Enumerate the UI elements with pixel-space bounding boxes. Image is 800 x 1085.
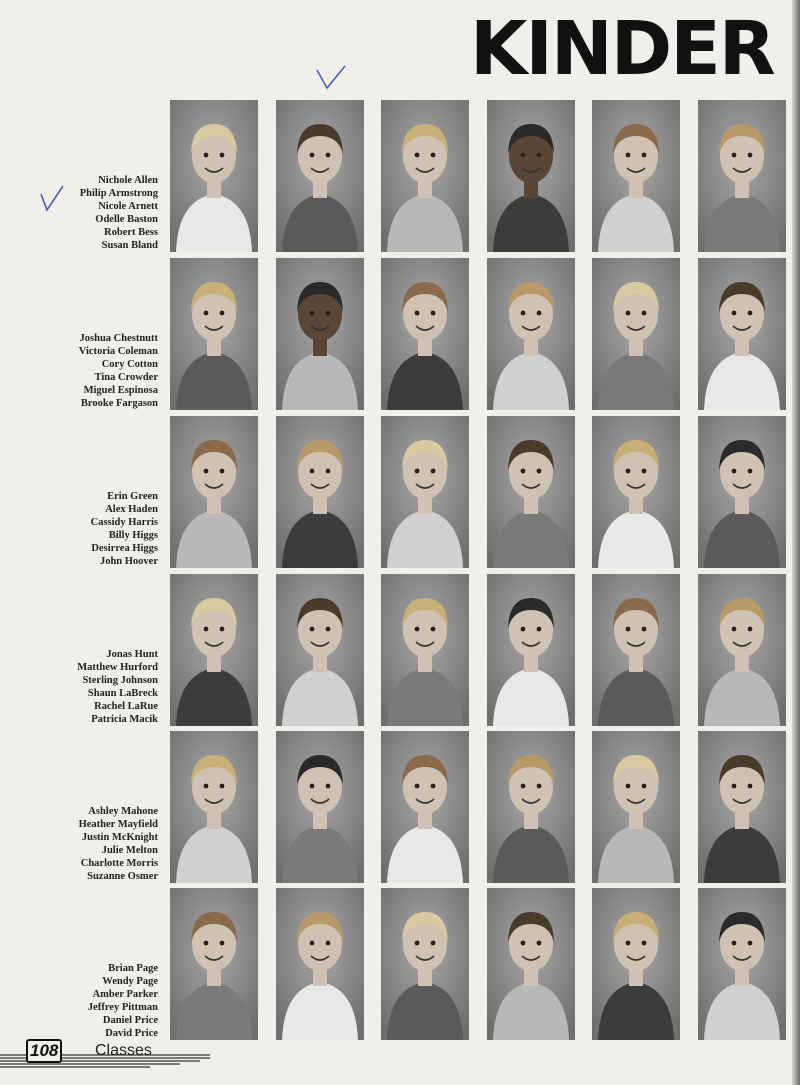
student-portrait [487, 731, 575, 883]
student-portrait [170, 888, 258, 1040]
name-list [20, 648, 158, 726]
student-name: Joshua Chestnutt [79, 333, 158, 344]
student-name: Tina Crowder [94, 372, 158, 383]
student-portrait [487, 100, 575, 252]
student-name: Philip Armstrong [79, 188, 158, 199]
student-portrait [487, 258, 575, 410]
student-portrait [698, 100, 786, 252]
student-name: Victoria Coleman [78, 346, 158, 357]
student-portrait [276, 888, 364, 1040]
name-list [20, 332, 158, 410]
student-portrait [592, 574, 680, 726]
student-name: Suzanne Osmer [87, 871, 158, 882]
student-name: John Hoover [99, 556, 158, 567]
student-name: Jeffrey Pittman [87, 1002, 158, 1013]
student-name: Alex Haden [105, 504, 158, 515]
name-list [20, 962, 158, 1040]
student-portrait [592, 416, 680, 568]
pen-checkmark-icon [313, 64, 349, 96]
student-name: Desirrea Higgs [91, 543, 158, 554]
student-portrait [698, 574, 786, 726]
student-portrait [381, 416, 469, 568]
student-portrait [592, 258, 680, 410]
student-name: Daniel Price [102, 1015, 158, 1026]
student-portrait [381, 574, 469, 726]
student-portrait [276, 574, 364, 726]
student-portrait [698, 731, 786, 883]
student-portrait [170, 258, 258, 410]
student-name: Brooke Fargason [80, 398, 158, 409]
student-name: Matthew Hurford [77, 662, 158, 673]
name-list [20, 174, 158, 252]
student-name: Erin Green [107, 491, 158, 502]
section-label: Classes [95, 1042, 152, 1059]
student-portrait [487, 574, 575, 726]
student-name: David Price [105, 1028, 158, 1039]
student-name: Charlotte Morris [80, 858, 158, 869]
roster-row [0, 574, 800, 726]
student-portrait [170, 731, 258, 883]
name-list [20, 805, 158, 883]
student-name: Nicole Arnett [98, 201, 158, 212]
student-portrait [381, 100, 469, 252]
student-name: Shaun LaBreck [87, 688, 158, 699]
student-portrait [592, 731, 680, 883]
student-portrait [276, 258, 364, 410]
student-portrait [170, 416, 258, 568]
student-name: Brian Page [108, 963, 158, 974]
student-portrait [381, 731, 469, 883]
student-portrait [698, 258, 786, 410]
student-name: Rachel LaRue [94, 701, 158, 712]
roster-row [0, 258, 800, 410]
student-portrait [592, 100, 680, 252]
student-name: Ashley Mahone [88, 806, 158, 817]
student-portrait [592, 888, 680, 1040]
student-name: Patricia Macik [91, 714, 158, 725]
student-name: Jonas Hunt [106, 649, 158, 660]
student-portrait [381, 258, 469, 410]
student-portrait [170, 574, 258, 726]
student-name: Wendy Page [102, 976, 158, 987]
student-name: Miguel Espinosa [83, 385, 158, 396]
page-number: 108 [26, 1039, 62, 1063]
section-banner: KINDER [470, 10, 774, 88]
student-name: Justin McKnight [81, 832, 158, 843]
student-portrait [381, 888, 469, 1040]
student-name: Billy Higgs [108, 530, 158, 541]
roster-row [0, 888, 800, 1040]
student-name: Susan Bland [101, 240, 158, 251]
roster-row [0, 416, 800, 568]
student-portrait [170, 100, 258, 252]
roster-row [0, 100, 800, 252]
student-name: Amber Parker [92, 989, 158, 1000]
student-portrait [276, 100, 364, 252]
student-name: Cassidy Harris [90, 517, 158, 528]
student-portrait [698, 416, 786, 568]
student-portrait [276, 416, 364, 568]
student-name: Odelle Baston [95, 214, 158, 225]
roster-row [0, 731, 800, 883]
student-portrait [487, 416, 575, 568]
student-name: Nichole Allen [98, 175, 158, 186]
student-name: Cory Cotton [101, 359, 158, 370]
student-portrait [487, 888, 575, 1040]
student-name: Julie Melton [101, 845, 158, 856]
student-name: Sterling Johnson [82, 675, 158, 686]
student-name: Heather Mayfield [78, 819, 158, 830]
student-portrait [698, 888, 786, 1040]
student-portrait [276, 731, 364, 883]
student-name: Robert Bess [104, 227, 158, 238]
name-list [20, 490, 158, 568]
